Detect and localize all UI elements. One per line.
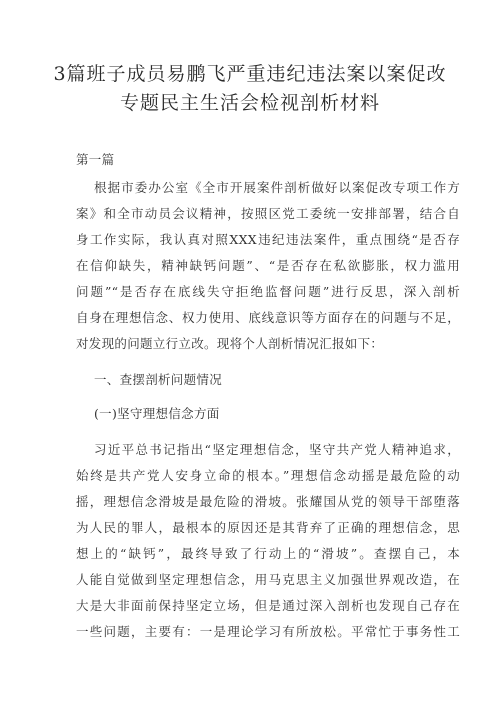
paragraph-1-line: 根据市委办公室《全市开展案件剖析做好以案促改专项工作方	[94, 180, 460, 195]
subsection-heading: (一)坚守理想信念方面	[94, 406, 220, 421]
paragraph-2-line: 想上的“缺钙”，最终导致了行动上的“滑坡”。查摆自己，本	[76, 546, 460, 561]
paragraph-2-line: 习近平总书记指出“坚定理想信念，坚守共产党人精神追求，	[94, 442, 460, 457]
paragraph-2-line: 始终是共产党人安身立命的根本。”理想信念动摇是最危险的动	[76, 468, 460, 483]
section-heading: 一、查摆剖析问题情况	[94, 372, 223, 387]
paragraph-1-line: 对发现的问题立行立改。现将个人剖析情况汇报如下：	[76, 336, 384, 351]
paragraph-1-line: 自身在理想信念、权力使用、底线意识等方面存在的问题与不足，	[76, 310, 460, 325]
document-title-line-1: 3篇班子成员易鹏飞严重违纪违法案以案促改	[53, 63, 447, 85]
paragraph-1-line: 案》和全市动员会议精神，按照区党工委统一安排部署，结合自	[76, 206, 460, 221]
paragraph-2-line: 摇，理想信念滑坡是最危险的滑坡。张耀国从党的领导干部堕落	[76, 494, 460, 509]
paragraph-1-line: 在信仰缺失，精神缺钙问题”、“是否存在私欲膨胀，权力滥用	[76, 258, 460, 273]
document-title-line-2: 专题民主生活会检视剖析材料	[119, 92, 380, 114]
paragraph-1-line: 问题”“是否存在底线失守拒绝监督问题”进行反思，深入剖析	[76, 284, 460, 299]
section-label: 第一篇	[76, 152, 115, 167]
paragraph-2-line: 一些问题，主要有：一是理论学习有所放松。平常忙于事务性工	[76, 624, 460, 639]
paragraph-1-line: 身工作实际，我认真对照XXX违纪违法案件，重点围绕“是否存	[76, 232, 460, 247]
paragraph-2-line: 大是大非面前保持坚定立场，但是通过深入剖析也发现自己存在	[76, 598, 460, 613]
paragraph-2-line: 人能自觉做到坚定理想信念，用马克思主义加强世界观改造，在	[76, 572, 460, 587]
paragraph-2-line: 为人民的罪人，最根本的原因还是其背弃了正确的理想信念，思	[76, 520, 460, 535]
